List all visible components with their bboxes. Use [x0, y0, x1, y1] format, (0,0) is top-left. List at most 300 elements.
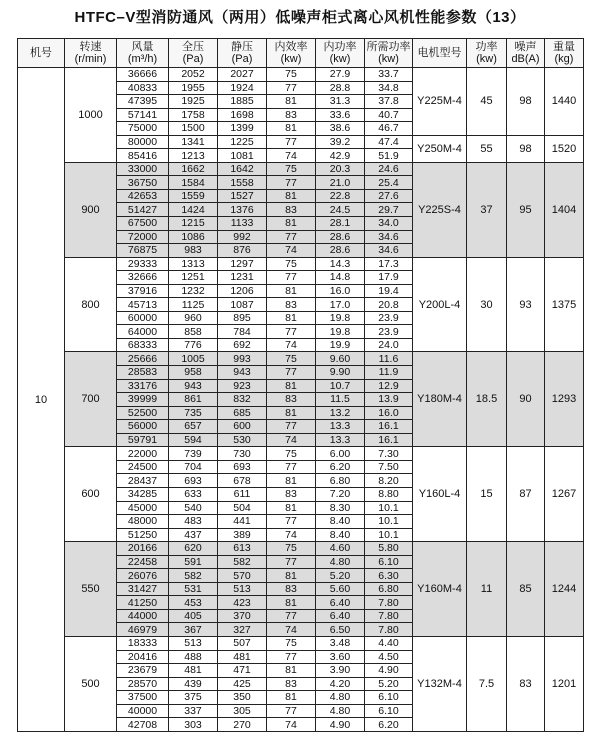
table-row — [18, 162, 584, 176]
required-power-cell: 10.1 — [365, 528, 413, 542]
required-power-cell: 16.0 — [365, 406, 413, 420]
internal-power-cell: 13.2 — [316, 406, 365, 420]
required-power-cell: 34.6 — [365, 244, 413, 258]
total-pressure-cell: 1005 — [169, 352, 218, 366]
table-header-row — [18, 39, 584, 68]
column-header-line: 风量 — [131, 41, 154, 53]
airflow-cell: 51427 — [117, 203, 169, 217]
internal-power-cell: 39.2 — [316, 135, 365, 149]
column-header-line: 所需功率 — [366, 41, 411, 53]
efficiency-cell: 81 — [267, 95, 316, 109]
efficiency-cell: 75 — [267, 636, 316, 650]
airflow-cell: 33176 — [117, 379, 169, 393]
required-power-cell: 7.80 — [365, 609, 413, 623]
internal-power-cell: 19.8 — [316, 325, 365, 339]
airflow-cell: 85416 — [117, 149, 169, 163]
total-pressure-cell: 943 — [169, 379, 218, 393]
efficiency-cell: 74 — [267, 433, 316, 447]
static-pressure-cell: 1081 — [218, 149, 267, 163]
total-pressure-cell: 540 — [169, 501, 218, 515]
efficiency-cell: 77 — [267, 271, 316, 285]
internal-power-cell: 28.8 — [316, 81, 365, 95]
total-pressure-cell: 1313 — [169, 257, 218, 271]
airflow-cell: 26076 — [117, 569, 169, 583]
static-pressure-cell: 425 — [218, 677, 267, 691]
internal-power-cell: 21.0 — [316, 176, 365, 190]
static-pressure-cell: 1087 — [218, 298, 267, 312]
static-pressure-cell: 582 — [218, 555, 267, 569]
efficiency-cell: 75 — [267, 542, 316, 556]
total-pressure-cell: 582 — [169, 569, 218, 583]
internal-power-cell: 19.8 — [316, 311, 365, 325]
static-pressure-cell: 923 — [218, 379, 267, 393]
airflow-cell: 67500 — [117, 217, 169, 231]
column-header-line: 转速 — [79, 41, 102, 53]
airflow-cell: 22000 — [117, 447, 169, 461]
airflow-cell: 45000 — [117, 501, 169, 515]
total-pressure-cell: 1341 — [169, 135, 218, 149]
column-header-line: (m³/h) — [127, 53, 158, 65]
total-pressure-cell: 735 — [169, 406, 218, 420]
required-power-cell: 8.80 — [365, 487, 413, 501]
total-pressure-cell: 958 — [169, 366, 218, 380]
total-pressure-cell: 1213 — [169, 149, 218, 163]
column-header — [18, 39, 65, 68]
internal-power-cell: 8.30 — [316, 501, 365, 515]
internal-power-cell: 7.20 — [316, 487, 365, 501]
internal-power-cell: 6.00 — [316, 447, 365, 461]
internal-power-cell: 13.3 — [316, 433, 365, 447]
motor-power-cell: 7.5 — [467, 636, 507, 731]
column-header-line: (kw) — [476, 53, 497, 65]
internal-power-cell: 5.20 — [316, 569, 365, 583]
static-pressure-cell: 441 — [218, 515, 267, 529]
required-power-cell: 20.8 — [365, 298, 413, 312]
weight-cell: 1375 — [545, 257, 584, 352]
airflow-cell: 40000 — [117, 704, 169, 718]
total-pressure-cell: 858 — [169, 325, 218, 339]
total-pressure-cell: 704 — [169, 460, 218, 474]
efficiency-cell: 81 — [267, 474, 316, 488]
static-pressure-cell: 993 — [218, 352, 267, 366]
airflow-cell: 29333 — [117, 257, 169, 271]
internal-power-cell: 33.6 — [316, 108, 365, 122]
weight-cell: 1293 — [545, 352, 584, 447]
total-pressure-cell: 591 — [169, 555, 218, 569]
column-header-line: (kg) — [554, 53, 574, 65]
efficiency-cell: 77 — [267, 325, 316, 339]
required-power-cell: 11.6 — [365, 352, 413, 366]
static-pressure-cell: 895 — [218, 311, 267, 325]
airflow-cell: 56000 — [117, 420, 169, 434]
required-power-cell: 6.10 — [365, 555, 413, 569]
total-pressure-cell: 1955 — [169, 81, 218, 95]
required-power-cell: 23.9 — [365, 311, 413, 325]
motor-model-cell: Y160M-4 — [413, 542, 467, 637]
efficiency-cell: 77 — [267, 176, 316, 190]
required-power-cell: 33.7 — [365, 68, 413, 82]
total-pressure-cell: 1925 — [169, 95, 218, 109]
weight-cell: 1404 — [545, 162, 584, 257]
total-pressure-cell: 1424 — [169, 203, 218, 217]
internal-power-cell: 28.6 — [316, 244, 365, 258]
column-header — [117, 39, 169, 68]
internal-power-cell: 14.3 — [316, 257, 365, 271]
motor-power-cell: 30 — [467, 257, 507, 352]
static-pressure-cell: 1642 — [218, 162, 267, 176]
internal-power-cell: 4.80 — [316, 691, 365, 705]
static-pressure-cell: 730 — [218, 447, 267, 461]
efficiency-cell: 77 — [267, 460, 316, 474]
internal-power-cell: 11.5 — [316, 393, 365, 407]
efficiency-cell: 77 — [267, 704, 316, 718]
internal-power-cell: 8.40 — [316, 528, 365, 542]
noise-cell: 98 — [507, 135, 545, 162]
airflow-cell: 68333 — [117, 338, 169, 352]
total-pressure-cell: 303 — [169, 718, 218, 732]
table-row — [18, 68, 584, 82]
airflow-cell: 59791 — [117, 433, 169, 447]
efficiency-cell: 81 — [267, 379, 316, 393]
motor-power-cell: 11 — [467, 542, 507, 637]
static-pressure-cell: 423 — [218, 596, 267, 610]
static-pressure-cell: 1376 — [218, 203, 267, 217]
column-header-line: 内效率 — [274, 41, 308, 53]
static-pressure-cell: 1231 — [218, 271, 267, 285]
weight-cell: 1244 — [545, 542, 584, 637]
static-pressure-cell: 1225 — [218, 135, 267, 149]
column-header-line: (r/min) — [74, 53, 107, 65]
airflow-cell: 80000 — [117, 135, 169, 149]
speed-cell: 1000 — [65, 68, 117, 163]
internal-power-cell: 6.20 — [316, 460, 365, 474]
required-power-cell: 29.7 — [365, 203, 413, 217]
static-pressure-cell: 270 — [218, 718, 267, 732]
internal-power-cell: 8.40 — [316, 515, 365, 529]
static-pressure-cell: 876 — [218, 244, 267, 258]
column-header-line: (Pa) — [231, 53, 253, 65]
total-pressure-cell: 1500 — [169, 122, 218, 136]
required-power-cell: 34.6 — [365, 230, 413, 244]
total-pressure-cell: 1232 — [169, 284, 218, 298]
noise-cell: 83 — [507, 636, 545, 731]
required-power-cell: 40.7 — [365, 108, 413, 122]
weight-cell: 1520 — [545, 135, 584, 162]
efficiency-cell: 74 — [267, 338, 316, 352]
static-pressure-cell: 389 — [218, 528, 267, 542]
airflow-cell: 37500 — [117, 691, 169, 705]
static-pressure-cell: 1206 — [218, 284, 267, 298]
required-power-cell: 24.0 — [365, 338, 413, 352]
airflow-cell: 57141 — [117, 108, 169, 122]
column-header — [365, 39, 413, 68]
static-pressure-cell: 613 — [218, 542, 267, 556]
required-power-cell: 7.50 — [365, 460, 413, 474]
total-pressure-cell: 488 — [169, 650, 218, 664]
efficiency-cell: 74 — [267, 623, 316, 637]
total-pressure-cell: 375 — [169, 691, 218, 705]
internal-power-cell: 28.6 — [316, 230, 365, 244]
static-pressure-cell: 693 — [218, 460, 267, 474]
efficiency-cell: 81 — [267, 596, 316, 610]
column-header — [507, 39, 545, 68]
static-pressure-cell: 370 — [218, 609, 267, 623]
column-header-line: 功率 — [475, 41, 498, 53]
required-power-cell: 34.8 — [365, 81, 413, 95]
airflow-cell: 40833 — [117, 81, 169, 95]
column-header-line: 静压 — [231, 41, 253, 53]
column-header-line: (kw) — [280, 53, 302, 65]
required-power-cell: 4.40 — [365, 636, 413, 650]
static-pressure-cell: 350 — [218, 691, 267, 705]
required-power-cell: 25.4 — [365, 176, 413, 190]
required-power-cell: 11.9 — [365, 366, 413, 380]
internal-power-cell: 4.80 — [316, 704, 365, 718]
total-pressure-cell: 405 — [169, 609, 218, 623]
airflow-cell: 45713 — [117, 298, 169, 312]
efficiency-cell: 77 — [267, 135, 316, 149]
noise-cell: 95 — [507, 162, 545, 257]
airflow-cell: 18333 — [117, 636, 169, 650]
static-pressure-cell: 692 — [218, 338, 267, 352]
total-pressure-cell: 513 — [169, 636, 218, 650]
airflow-cell: 72000 — [117, 230, 169, 244]
total-pressure-cell: 2052 — [169, 68, 218, 82]
airflow-cell: 36666 — [117, 68, 169, 82]
internal-power-cell: 22.8 — [316, 189, 365, 203]
machine-number-cell: 10 — [18, 68, 65, 732]
airflow-cell: 32666 — [117, 271, 169, 285]
motor-power-cell: 55 — [467, 135, 507, 162]
airflow-cell: 42653 — [117, 189, 169, 203]
internal-power-cell: 4.20 — [316, 677, 365, 691]
efficiency-cell: 83 — [267, 108, 316, 122]
internal-power-cell: 4.90 — [316, 718, 365, 732]
airflow-cell: 28437 — [117, 474, 169, 488]
speed-cell: 500 — [65, 636, 117, 731]
required-power-cell: 7.30 — [365, 447, 413, 461]
total-pressure-cell: 594 — [169, 433, 218, 447]
airflow-cell: 51250 — [117, 528, 169, 542]
required-power-cell: 12.9 — [365, 379, 413, 393]
static-pressure-cell: 570 — [218, 569, 267, 583]
total-pressure-cell: 693 — [169, 474, 218, 488]
efficiency-cell: 81 — [267, 189, 316, 203]
efficiency-cell: 75 — [267, 68, 316, 82]
internal-power-cell: 17.0 — [316, 298, 365, 312]
table-row — [18, 352, 584, 366]
internal-power-cell: 6.40 — [316, 609, 365, 623]
required-power-cell: 6.30 — [365, 569, 413, 583]
required-power-cell: 47.4 — [365, 135, 413, 149]
efficiency-cell: 74 — [267, 528, 316, 542]
speed-cell: 600 — [65, 447, 117, 542]
total-pressure-cell: 960 — [169, 311, 218, 325]
efficiency-cell: 83 — [267, 203, 316, 217]
airflow-cell: 28583 — [117, 366, 169, 380]
static-pressure-cell: 832 — [218, 393, 267, 407]
static-pressure-cell: 600 — [218, 420, 267, 434]
total-pressure-cell: 1086 — [169, 230, 218, 244]
internal-power-cell: 14.8 — [316, 271, 365, 285]
required-power-cell: 4.90 — [365, 664, 413, 678]
total-pressure-cell: 633 — [169, 487, 218, 501]
speed-cell: 900 — [65, 162, 117, 257]
static-pressure-cell: 685 — [218, 406, 267, 420]
required-power-cell: 6.10 — [365, 691, 413, 705]
airflow-cell: 36750 — [117, 176, 169, 190]
motor-power-cell: 37 — [467, 162, 507, 257]
internal-power-cell: 3.90 — [316, 664, 365, 678]
total-pressure-cell: 483 — [169, 515, 218, 529]
static-pressure-cell: 507 — [218, 636, 267, 650]
airflow-cell: 39999 — [117, 393, 169, 407]
required-power-cell: 19.4 — [365, 284, 413, 298]
internal-power-cell: 3.48 — [316, 636, 365, 650]
noise-cell: 85 — [507, 542, 545, 637]
efficiency-cell: 83 — [267, 487, 316, 501]
static-pressure-cell: 1133 — [218, 217, 267, 231]
total-pressure-cell: 620 — [169, 542, 218, 556]
internal-power-cell: 20.3 — [316, 162, 365, 176]
column-header-line: 重量 — [553, 41, 575, 53]
airflow-cell: 24500 — [117, 460, 169, 474]
table-row — [18, 542, 584, 556]
internal-power-cell: 4.80 — [316, 555, 365, 569]
airflow-cell: 46979 — [117, 623, 169, 637]
airflow-cell: 60000 — [117, 311, 169, 325]
motor-model-cell: Y180M-4 — [413, 352, 467, 447]
static-pressure-cell: 1399 — [218, 122, 267, 136]
motor-model-cell: Y132M-4 — [413, 636, 467, 731]
airflow-cell: 34285 — [117, 487, 169, 501]
total-pressure-cell: 1662 — [169, 162, 218, 176]
motor-power-cell: 18.5 — [467, 352, 507, 447]
required-power-cell: 6.80 — [365, 582, 413, 596]
airflow-cell: 33000 — [117, 162, 169, 176]
required-power-cell: 17.9 — [365, 271, 413, 285]
page-title: HTFC–V型消防通风（两用）低噪声柜式离心风机性能参数（13） — [74, 9, 526, 26]
airflow-cell: 47395 — [117, 95, 169, 109]
required-power-cell: 5.80 — [365, 542, 413, 556]
table-row — [18, 447, 584, 461]
efficiency-cell: 77 — [267, 230, 316, 244]
internal-power-cell: 9.60 — [316, 352, 365, 366]
efficiency-cell: 81 — [267, 664, 316, 678]
noise-cell: 87 — [507, 447, 545, 542]
required-power-cell: 16.1 — [365, 420, 413, 434]
internal-power-cell: 6.50 — [316, 623, 365, 637]
motor-power-cell: 45 — [467, 68, 507, 136]
required-power-cell: 7.80 — [365, 596, 413, 610]
efficiency-cell: 81 — [267, 569, 316, 583]
required-power-cell: 7.80 — [365, 623, 413, 637]
speed-cell: 700 — [65, 352, 117, 447]
column-header-line: 内功率 — [323, 41, 357, 53]
static-pressure-cell: 1924 — [218, 81, 267, 95]
total-pressure-cell: 739 — [169, 447, 218, 461]
required-power-cell: 4.50 — [365, 650, 413, 664]
total-pressure-cell: 453 — [169, 596, 218, 610]
static-pressure-cell: 1297 — [218, 257, 267, 271]
internal-power-cell: 24.5 — [316, 203, 365, 217]
table-body — [18, 68, 584, 732]
column-header-line: 电机型号 — [417, 47, 462, 59]
efficiency-cell: 77 — [267, 515, 316, 529]
static-pressure-cell: 611 — [218, 487, 267, 501]
motor-power-cell: 15 — [467, 447, 507, 542]
motor-model-cell: Y200L-4 — [413, 257, 467, 352]
total-pressure-cell: 337 — [169, 704, 218, 718]
required-power-cell: 5.20 — [365, 677, 413, 691]
performance-table — [17, 38, 584, 732]
total-pressure-cell: 1215 — [169, 217, 218, 231]
airflow-cell: 20416 — [117, 650, 169, 664]
required-power-cell: 13.9 — [365, 393, 413, 407]
internal-power-cell: 6.40 — [316, 596, 365, 610]
column-header — [467, 39, 507, 68]
efficiency-cell: 81 — [267, 501, 316, 515]
airflow-cell: 23679 — [117, 664, 169, 678]
column-header-line: dB(A) — [511, 53, 540, 65]
static-pressure-cell: 1698 — [218, 108, 267, 122]
weight-cell: 1201 — [545, 636, 584, 731]
column-header-line: 噪声 — [514, 41, 537, 53]
efficiency-cell: 81 — [267, 284, 316, 298]
required-power-cell: 46.7 — [365, 122, 413, 136]
weight-cell: 1267 — [545, 447, 584, 542]
required-power-cell: 17.3 — [365, 257, 413, 271]
required-power-cell: 23.9 — [365, 325, 413, 339]
airflow-cell: 64000 — [117, 325, 169, 339]
total-pressure-cell: 1559 — [169, 189, 218, 203]
required-power-cell: 16.1 — [365, 433, 413, 447]
total-pressure-cell: 657 — [169, 420, 218, 434]
column-header-line: 全压 — [182, 41, 204, 53]
total-pressure-cell: 481 — [169, 664, 218, 678]
airflow-cell: 28570 — [117, 677, 169, 691]
static-pressure-cell: 530 — [218, 433, 267, 447]
noise-cell: 93 — [507, 257, 545, 352]
efficiency-cell: 75 — [267, 352, 316, 366]
table-row — [18, 257, 584, 271]
motor-model-cell: Y225M-4 — [413, 68, 467, 136]
static-pressure-cell: 327 — [218, 623, 267, 637]
column-header — [316, 39, 365, 68]
total-pressure-cell: 1584 — [169, 176, 218, 190]
column-header — [267, 39, 316, 68]
static-pressure-cell: 305 — [218, 704, 267, 718]
static-pressure-cell: 784 — [218, 325, 267, 339]
airflow-cell: 44000 — [117, 609, 169, 623]
total-pressure-cell: 1758 — [169, 108, 218, 122]
motor-model-cell: Y225S-4 — [413, 162, 467, 257]
internal-power-cell: 4.60 — [316, 542, 365, 556]
total-pressure-cell: 437 — [169, 528, 218, 542]
total-pressure-cell: 439 — [169, 677, 218, 691]
efficiency-cell: 83 — [267, 393, 316, 407]
column-header-line: (Pa) — [182, 53, 204, 65]
required-power-cell: 10.1 — [365, 501, 413, 515]
efficiency-cell: 81 — [267, 406, 316, 420]
column-header-line: (kw) — [378, 53, 399, 65]
airflow-cell: 76875 — [117, 244, 169, 258]
column-header — [413, 39, 467, 68]
static-pressure-cell: 513 — [218, 582, 267, 596]
efficiency-cell: 77 — [267, 366, 316, 380]
airflow-cell: 41250 — [117, 596, 169, 610]
column-header — [545, 39, 584, 68]
